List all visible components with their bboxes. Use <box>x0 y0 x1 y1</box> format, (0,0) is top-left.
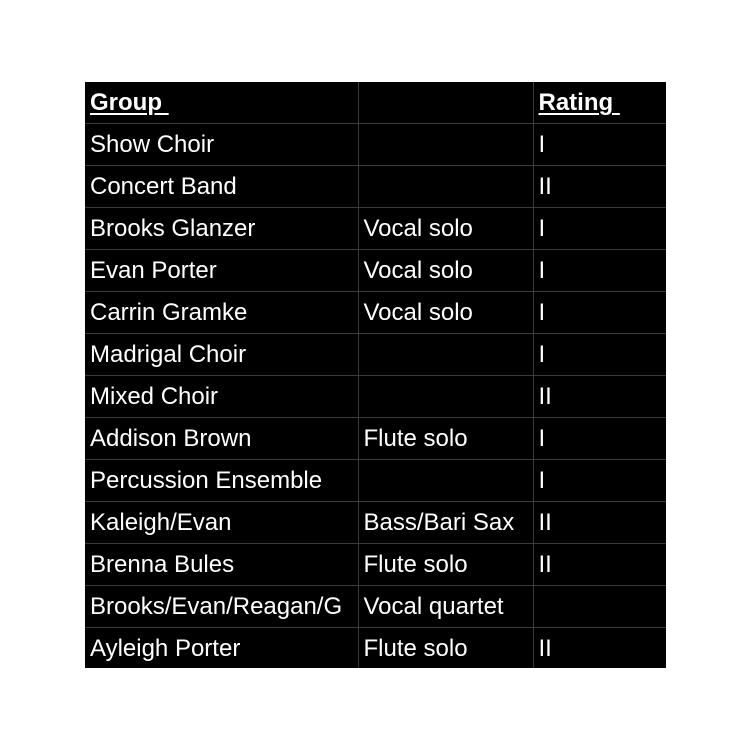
header-group-label: Group <box>90 89 169 116</box>
table-row <box>85 208 666 250</box>
table-row <box>85 334 666 376</box>
rating-cell[interactable]: I <box>533 250 666 292</box>
group-cell[interactable]: Brooks/Evan/Reagan/G <box>85 586 358 628</box>
performance-type-cell[interactable] <box>358 376 533 418</box>
header-cell-rating[interactable] <box>533 82 666 124</box>
performance-type-cell[interactable]: Bass/Bari Sax <box>358 502 533 544</box>
group-cell[interactable]: Percussion Ensemble <box>85 460 358 502</box>
group-cell[interactable]: Concert Band <box>85 166 358 208</box>
performance-type-cell[interactable]: Vocal solo <box>358 250 533 292</box>
rating-cell[interactable]: I <box>533 418 666 460</box>
header-cell-type[interactable] <box>358 82 533 124</box>
rating-cell[interactable]: I <box>533 334 666 376</box>
header-row <box>85 82 666 124</box>
table-row <box>85 460 666 502</box>
table-row <box>85 418 666 460</box>
performance-type-cell[interactable]: Flute solo <box>358 418 533 460</box>
table-row <box>85 124 666 166</box>
table-row <box>85 502 666 544</box>
table-row <box>85 250 666 292</box>
rating-cell[interactable]: I <box>533 208 666 250</box>
group-cell[interactable]: Show Choir <box>85 124 358 166</box>
performance-type-cell[interactable]: Vocal solo <box>358 292 533 334</box>
ratings-table-body <box>85 82 666 668</box>
rating-cell[interactable]: I <box>533 460 666 502</box>
group-cell[interactable]: Kaleigh/Evan <box>85 502 358 544</box>
rating-cell[interactable]: II <box>533 628 666 669</box>
header-cell-group[interactable] <box>85 82 358 124</box>
performance-type-cell[interactable]: Flute solo <box>358 544 533 586</box>
group-cell[interactable]: Addison Brown <box>85 418 358 460</box>
table-row <box>85 376 666 418</box>
ratings-spreadsheet <box>85 82 666 668</box>
performance-type-cell[interactable] <box>358 166 533 208</box>
group-cell[interactable]: Brooks Glanzer <box>85 208 358 250</box>
group-cell[interactable]: Carrin Gramke <box>85 292 358 334</box>
rating-cell[interactable]: II <box>533 376 666 418</box>
rating-cell[interactable]: I <box>533 124 666 166</box>
table-row <box>85 544 666 586</box>
rating-cell[interactable]: II <box>533 502 666 544</box>
group-cell[interactable]: Mixed Choir <box>85 376 358 418</box>
performance-type-cell[interactable]: Flute solo <box>358 628 533 669</box>
performance-type-cell[interactable] <box>358 460 533 502</box>
group-cell[interactable]: Brenna Bules <box>85 544 358 586</box>
performance-type-cell[interactable]: Vocal solo <box>358 208 533 250</box>
ratings-table <box>85 82 666 668</box>
group-cell[interactable]: Madrigal Choir <box>85 334 358 376</box>
rating-cell[interactable]: I <box>533 292 666 334</box>
header-rating-label: Rating <box>538 89 620 116</box>
group-cell[interactable]: Evan Porter <box>85 250 358 292</box>
group-cell[interactable]: Ayleigh Porter <box>85 628 358 669</box>
performance-type-cell[interactable]: Vocal quartet <box>358 586 533 628</box>
table-row <box>85 586 666 628</box>
table-row <box>85 628 666 669</box>
performance-type-cell[interactable] <box>358 124 533 166</box>
table-row <box>85 292 666 334</box>
rating-cell[interactable] <box>533 586 666 628</box>
rating-cell[interactable]: II <box>533 544 666 586</box>
performance-type-cell[interactable] <box>358 334 533 376</box>
rating-cell[interactable]: II <box>533 166 666 208</box>
table-row <box>85 166 666 208</box>
